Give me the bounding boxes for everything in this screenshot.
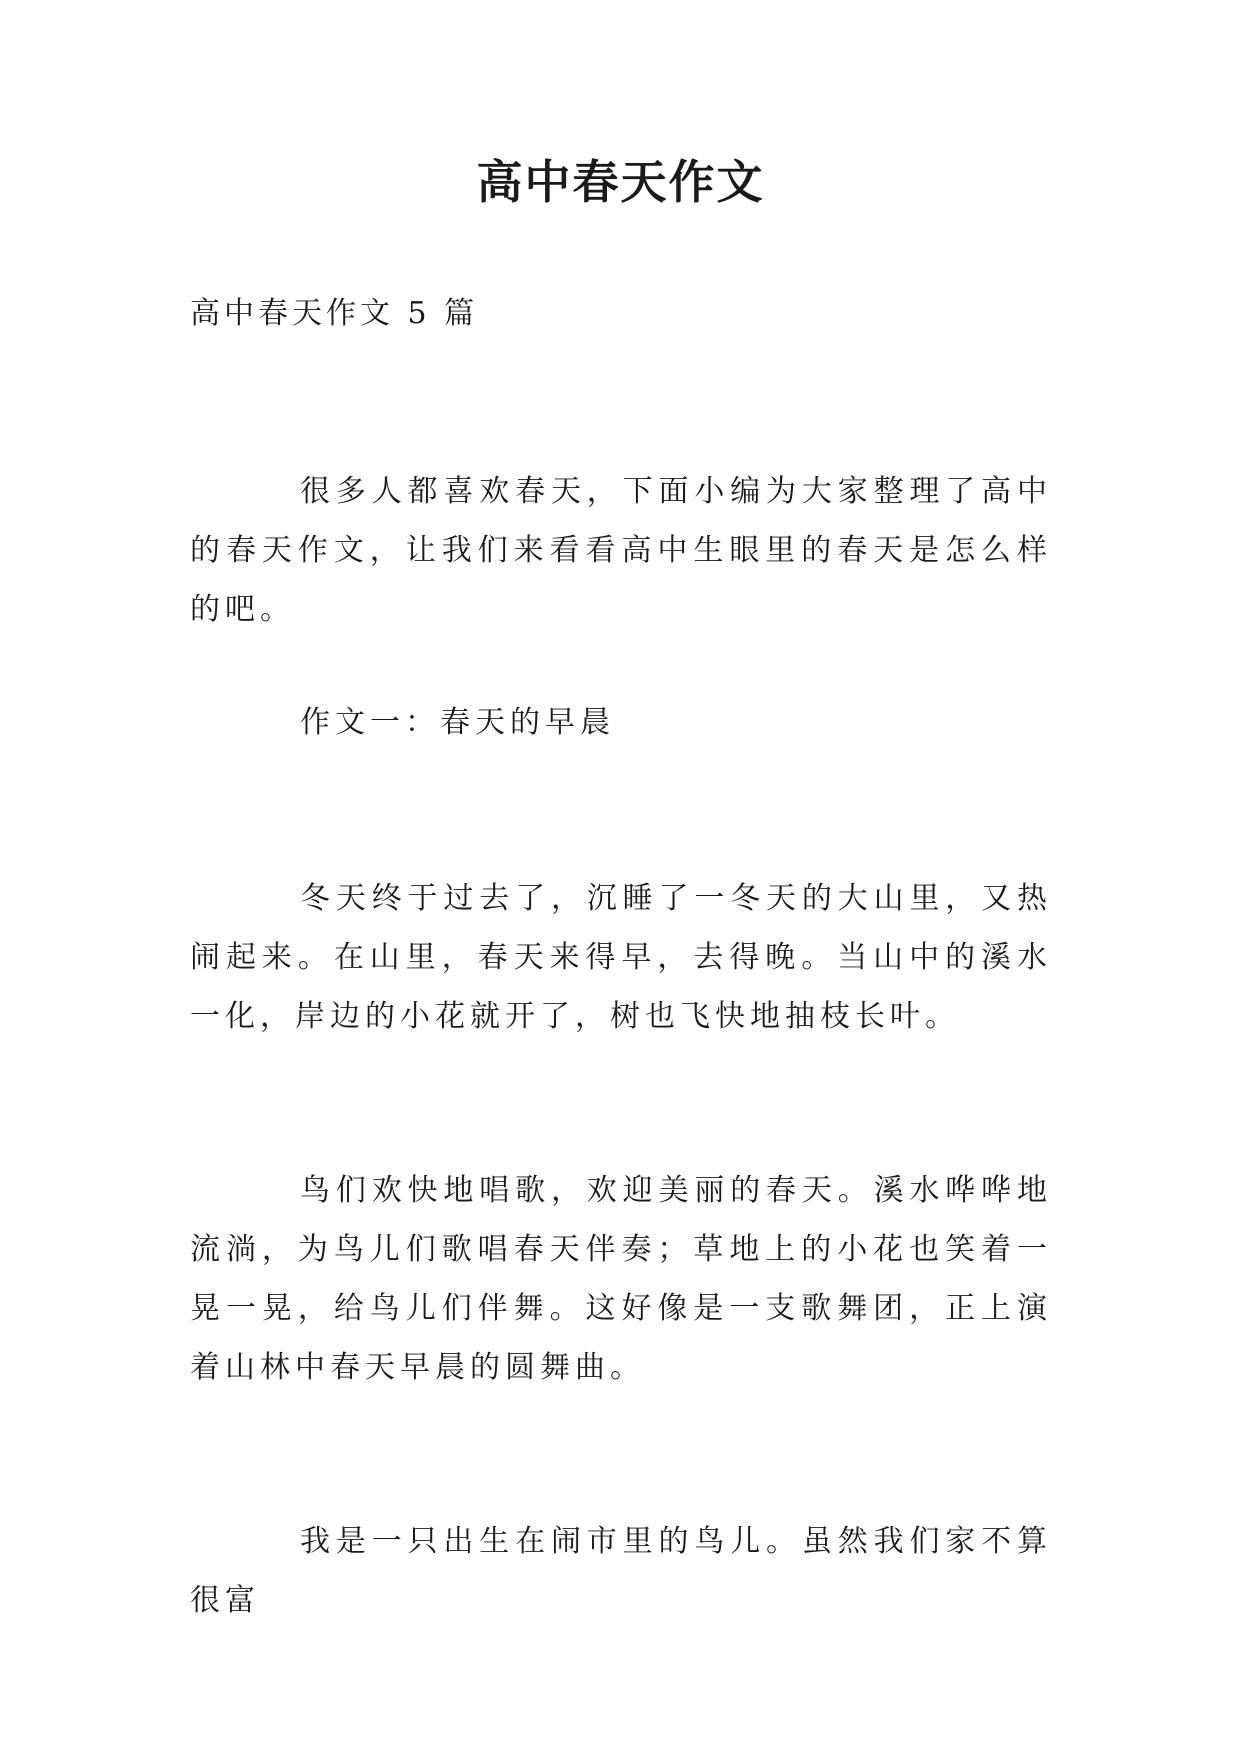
winter-paragraph: 冬天终于过去了，沉睡了一冬天的大山里，又热闹起来。在山里，春天来得早，去得晚。当山中的溪水一化，岸边的小花就开了，树也飞快地抽枝长叶。 — [190, 881, 1052, 1034]
essay-heading: 作文一：春天的早晨 — [300, 705, 615, 740]
intro-paragraph: 很多人都喜欢春天，下面小编为大家整理了高中的春天作文，让我们来看看高中生眼里的春天是怎么样的吧。 — [190, 474, 1052, 627]
bird-story-paragraph: 我是一只出生在闹市里的鸟儿。虽然我们家不算很富 — [190, 1524, 1052, 1618]
document-subtitle: 高中春天作文 5 篇 — [190, 296, 479, 331]
document-title: 高中春天作文 — [476, 155, 765, 209]
birds-paragraph: 鸟们欢快地唱歌，欢迎美丽的春天。溪水哗哗地流淌，为鸟儿们歌唱春天伴奏；草地上的小花也笑着一晃一晃，给鸟儿们伴舞。这好像是一支歌舞团，正上演着山林中春天早晨的圆舞曲。 — [190, 1173, 1052, 1385]
